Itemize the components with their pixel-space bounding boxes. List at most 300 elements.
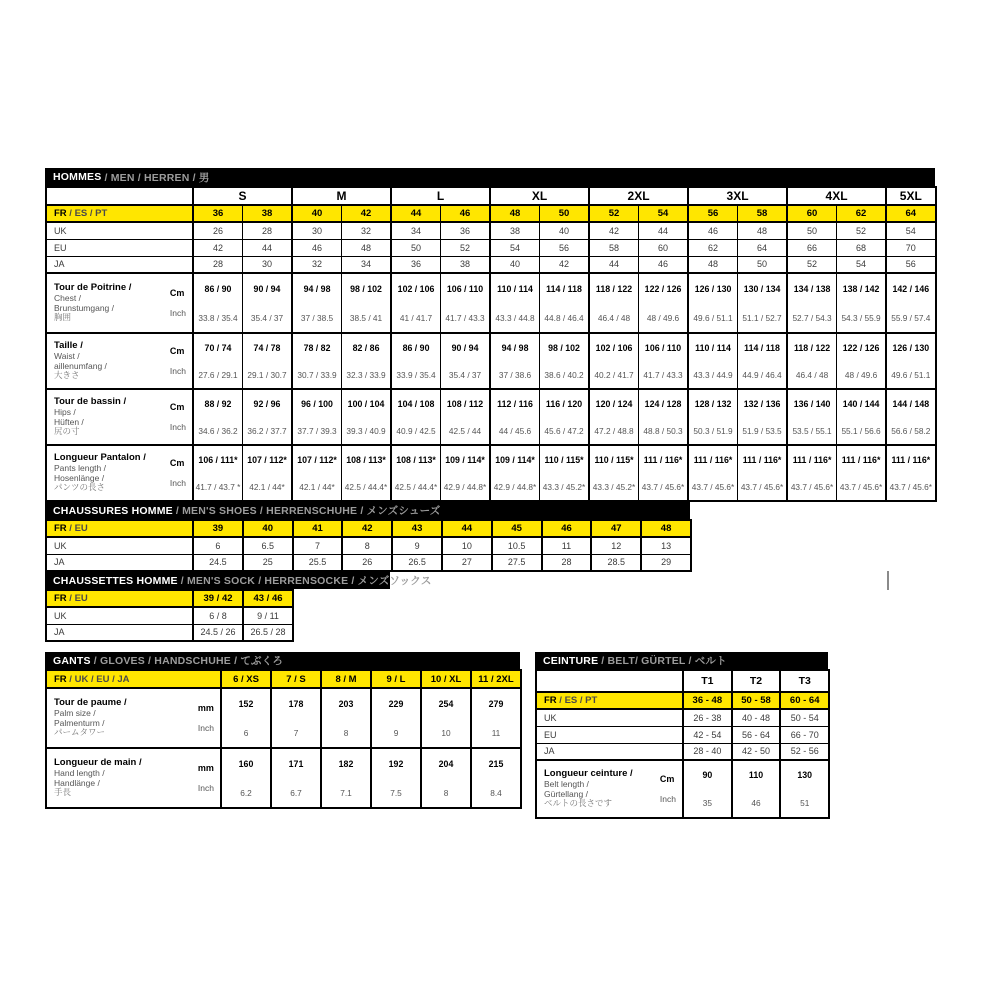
measurement-value-cell: 43.7 / 45.6* [837, 473, 887, 501]
measurement-value-cell: 32.3 / 33.9 [342, 361, 392, 389]
measurement-value-cell: 122 / 126 [639, 273, 689, 303]
measurement-value-cell: 94 / 98 [490, 333, 540, 361]
measurement-label-line: Longueur de main / [54, 756, 142, 768]
conversion-cell: 26 [342, 554, 392, 571]
measurement-value-cell: 108 / 113* [342, 445, 392, 473]
region-label-cell [46, 205, 193, 222]
conversion-cell: 34 [391, 222, 441, 239]
measurement-value-cell: 82 / 86 [342, 333, 392, 361]
unit-top-label: Cm [169, 457, 185, 468]
measurement-label-line: Handlänge / [54, 777, 100, 788]
measurement-value-cell: 96 / 100 [292, 389, 342, 417]
mens-socks-title-secondary: / MEN'S SOCK / HERRENSOCKE / メンズソックス [180, 575, 432, 587]
t-size-header-cell: T3 [780, 670, 829, 692]
conversion-cell: 48 [738, 222, 788, 239]
conversion-cell: 68 [837, 239, 887, 256]
measurement-value-cell: 42.5 / 44 [441, 417, 491, 445]
unit-top-label: Cm [659, 773, 675, 784]
unit-bottom-label: Inch [659, 794, 676, 805]
fr-size-cell: 43 [392, 520, 442, 537]
conversion-cell: 58 [589, 239, 639, 256]
conversion-cell: 44 [243, 239, 293, 256]
measurement-value-cell: 88 / 92 [193, 389, 243, 417]
conversion-cell: 28.5 [591, 554, 641, 571]
conversion-cell: 44 [589, 256, 639, 273]
measurement-value-cell: 110 / 115* [589, 445, 639, 473]
size-group-cell: XL [490, 187, 589, 205]
conversion-cell: 24.5 [193, 554, 243, 571]
measurement-value-cell: 41.7 / 43.3 [441, 303, 491, 333]
measurement-value-cell: 215 [471, 748, 521, 778]
gloves-title: GANTS [53, 654, 91, 667]
corner-cell [536, 670, 683, 692]
gloves-table [45, 652, 520, 809]
unit-top-label: Cm [169, 287, 185, 298]
measurement-value-cell: 106 / 110 [639, 333, 689, 361]
measurement-value-cell: 43.3 / 44.9 [688, 361, 738, 389]
measurement-label-line: Hand length / [54, 767, 105, 778]
unit-bottom-label: Inch [169, 478, 186, 489]
mens-socks-header-bar [45, 572, 432, 589]
measurement-value-cell: 48.8 / 50.3 [639, 417, 689, 445]
fr-size-cell: 47 [591, 520, 641, 537]
measurement-value-cell: 203 [321, 688, 371, 718]
conversion-cell: 42 [193, 239, 243, 256]
measurement-value-cell: 48 / 49.6 [639, 303, 689, 333]
measurement-label-cell [46, 273, 193, 333]
row-label-cell: EU [536, 726, 683, 743]
measurement-value-cell: 41 / 41.7 [391, 303, 441, 333]
fr-size-cell: 39 / 42 [193, 590, 243, 607]
measurement-label-line: Tour de paume / [54, 696, 127, 708]
measurement-value-cell: 138 / 142 [837, 273, 887, 303]
conversion-cell: 64 [738, 239, 788, 256]
t-size-header-cell: T1 [683, 670, 732, 692]
measurement-value-cell: 43.7 / 45.6* [787, 473, 837, 501]
measurement-value-cell: 98 / 102 [540, 333, 590, 361]
measurement-value-cell: 136 / 140 [787, 389, 837, 417]
conversion-cell: 6.5 [243, 537, 293, 554]
conversion-cell: 24.5 / 26 [193, 624, 243, 641]
mens-shoes-grid [45, 519, 692, 572]
belt-title: CEINTURE [543, 654, 599, 667]
measurement-label-line: Gürtellang / [544, 788, 588, 799]
measurement-value-cell: 122 / 126 [837, 333, 887, 361]
conversion-cell: 28 [243, 222, 293, 239]
row-label-cell: UK [46, 607, 193, 624]
fr-size-cell: 36 - 48 [683, 692, 732, 709]
measurement-value-cell: 46.4 / 48 [589, 303, 639, 333]
fr-label-secondary: / ES / PT [556, 695, 598, 706]
row-label-cell: JA [46, 624, 193, 641]
measurement-value-cell: 40.2 / 41.7 [589, 361, 639, 389]
measurement-label-line: 尻の寸 [54, 426, 80, 437]
measurement-label-line: Hosenlänge / [54, 472, 105, 483]
conversion-cell: 34 [342, 256, 392, 273]
conversion-cell: 38 [490, 222, 540, 239]
measurement-label-line: Tour de bassin / [54, 395, 127, 407]
fr-size-cell: 9 / L [371, 670, 421, 688]
measurement-value-cell: 254 [421, 688, 471, 718]
unit-top-label: mm [197, 702, 214, 713]
conversion-cell: 26.5 [392, 554, 442, 571]
measurement-value-cell: 47.2 / 48.8 [589, 417, 639, 445]
measurement-value-cell: 140 / 144 [837, 389, 887, 417]
measurement-value-cell: 43.7 / 45.6* [886, 473, 936, 501]
measurement-value-cell: 110 / 115* [540, 445, 590, 473]
gloves-grid [45, 669, 522, 809]
measurement-value-cell: 37 / 38.6 [490, 361, 540, 389]
conversion-cell: 66 [787, 239, 837, 256]
measurement-value-cell: 6 [221, 718, 271, 748]
measurement-value-cell: 53.5 / 55.1 [787, 417, 837, 445]
measurement-value-cell: 90 / 94 [441, 333, 491, 361]
measurement-label-cell [46, 748, 221, 808]
measurement-value-cell: 106 / 111* [193, 445, 243, 473]
belt-title-secondary: / BELT/ GÜRTEL / ベルト [601, 655, 727, 667]
measurement-value-cell: 90 [683, 760, 732, 789]
measurement-value-cell: 29.1 / 30.7 [243, 361, 293, 389]
measurement-label-cell [46, 389, 193, 445]
conversion-cell: 48 [688, 256, 738, 273]
measurement-value-cell: 37.7 / 39.3 [292, 417, 342, 445]
unit-bottom-label: Inch [197, 723, 214, 734]
fr-size-cell: 39 [193, 520, 243, 537]
measurement-value-cell: 111 / 116* [639, 445, 689, 473]
measurement-value-cell: 35.4 / 37 [441, 361, 491, 389]
fr-size-cell: 46 [542, 520, 592, 537]
fr-size-cell: 58 [738, 205, 788, 222]
region-label-cell [46, 670, 221, 688]
conversion-cell: 44 [639, 222, 689, 239]
measurement-value-cell: 111 / 116* [837, 445, 887, 473]
measurement-value-cell: 50.3 / 51.9 [688, 417, 738, 445]
measurement-value-cell: 229 [371, 688, 421, 718]
conversion-cell: 25.5 [293, 554, 343, 571]
measurement-value-cell: 74 / 78 [243, 333, 293, 361]
measurement-value-cell: 42.9 / 44.8* [441, 473, 491, 501]
size-group-cell: M [292, 187, 391, 205]
measurement-value-cell: 49.6 / 51.1 [688, 303, 738, 333]
mens-shoes-header-bar [45, 502, 690, 519]
measurement-value-cell: 98 / 102 [342, 273, 392, 303]
gloves-header-bar [45, 652, 520, 669]
t-size-header-cell: T2 [732, 670, 781, 692]
measurement-label-line: Longueur Pantalon / [54, 451, 146, 463]
measurement-value-cell: 124 / 128 [639, 389, 689, 417]
unit-bottom-label: Inch [169, 422, 186, 433]
fr-size-cell: 42 [342, 205, 392, 222]
conversion-cell: 50 [787, 222, 837, 239]
conversion-cell: 10 [442, 537, 492, 554]
region-label-cell [46, 590, 193, 607]
unit-top-label: Cm [169, 345, 185, 356]
fr-size-cell: 54 [639, 205, 689, 222]
measurement-value-cell: 111 / 116* [738, 445, 788, 473]
conversion-cell: 11 [542, 537, 592, 554]
gloves-title-secondary: / GLOVES / HANDSCHUHE / てぶくろ [93, 655, 284, 667]
fr-size-cell: 6 / XS [221, 670, 271, 688]
measurement-value-cell: 51.9 / 53.5 [738, 417, 788, 445]
conversion-cell: 48 [342, 239, 392, 256]
corner-cell [46, 187, 193, 205]
measurement-value-cell: 44.8 / 46.4 [540, 303, 590, 333]
belt-grid [535, 669, 830, 819]
measurement-label-cell [536, 760, 683, 818]
measurement-value-cell: 42.5 / 44.4* [391, 473, 441, 501]
measurement-value-cell: 41.7 / 43.7 * [193, 473, 243, 501]
measurement-value-cell: 192 [371, 748, 421, 778]
measurement-value-cell: 171 [271, 748, 321, 778]
measurement-value-cell: 104 / 108 [391, 389, 441, 417]
conversion-cell: 46 [292, 239, 342, 256]
measurement-value-cell: 35.4 / 37 [243, 303, 293, 333]
fr-label: FR [54, 208, 67, 219]
fr-size-cell: 62 [837, 205, 887, 222]
measurement-value-cell: 92 / 96 [243, 389, 293, 417]
measurement-value-cell: 40.9 / 42.5 [391, 417, 441, 445]
measurement-value-cell: 42.5 / 44.4* [342, 473, 392, 501]
unit-top-label: Cm [169, 401, 185, 412]
row-label-cell: UK [536, 709, 683, 726]
measurement-value-cell: 106 / 110 [441, 273, 491, 303]
measurement-value-cell: 152 [221, 688, 271, 718]
measurement-label-cell [46, 333, 193, 389]
conversion-cell: 26 [193, 222, 243, 239]
size-group-cell: 4XL [787, 187, 886, 205]
conversion-cell: 42 - 54 [683, 726, 732, 743]
conversion-cell: 10.5 [492, 537, 542, 554]
conversion-cell: 28 [193, 256, 243, 273]
hommes-title-secondary: / MEN / HERREN / 男 [104, 171, 210, 184]
measurement-value-cell: 204 [421, 748, 471, 778]
conversion-cell: 42 [589, 222, 639, 239]
conversion-cell: 32 [342, 222, 392, 239]
region-label-cell [536, 692, 683, 709]
measurement-value-cell: 36.2 / 37.7 [243, 417, 293, 445]
measurement-value-cell: 42.9 / 44.8* [490, 473, 540, 501]
unit-top-label: mm [197, 762, 214, 773]
measurement-value-cell: 111 / 116* [787, 445, 837, 473]
mens-shoes-title-secondary: / MEN'S SHOES / HERRENSCHUHE / メンズシューズ [175, 505, 441, 517]
measurement-value-cell: 11 [471, 718, 521, 748]
unit-bottom-label: Inch [197, 783, 214, 794]
measurement-value-cell: 110 [732, 760, 781, 789]
measurement-value-cell: 33.8 / 35.4 [193, 303, 243, 333]
measurement-value-cell: 45.6 / 47.2 [540, 417, 590, 445]
fr-size-cell: 38 [243, 205, 293, 222]
measurement-value-cell: 107 / 112* [243, 445, 293, 473]
row-label-cell: UK [46, 222, 193, 239]
fr-size-cell: 48 [641, 520, 691, 537]
fr-size-cell: 50 - 58 [732, 692, 781, 709]
measurement-value-cell: 55.9 / 57.4 [886, 303, 936, 333]
fr-size-cell: 45 [492, 520, 542, 537]
region-label-cell [46, 520, 193, 537]
fr-size-cell: 36 [193, 205, 243, 222]
measurement-label-line: Taille / [54, 339, 83, 351]
fr-label: FR [54, 593, 67, 604]
measurement-value-cell: 130 / 134 [738, 273, 788, 303]
measurement-value-cell: 43.3 / 45.2* [540, 473, 590, 501]
conversion-cell: 54 [886, 222, 936, 239]
measurement-label-line: aillenumfang / [54, 360, 107, 371]
measurement-value-cell: 52.7 / 54.3 [787, 303, 837, 333]
conversion-cell: 66 - 70 [780, 726, 829, 743]
belt-header-bar [535, 652, 828, 669]
measurement-value-cell: 78 / 82 [292, 333, 342, 361]
fr-size-cell: 11 / 2XL [471, 670, 521, 688]
conversion-cell: 46 [639, 256, 689, 273]
conversion-cell: 52 [837, 222, 887, 239]
measurement-value-cell: 34.6 / 36.2 [193, 417, 243, 445]
measurement-value-cell: 7.1 [321, 778, 371, 808]
conversion-cell: 7 [293, 537, 343, 554]
row-label-cell: UK [46, 537, 193, 554]
measurement-value-cell: 118 / 122 [589, 273, 639, 303]
measurement-value-cell: 49.6 / 51.1 [886, 361, 936, 389]
measurement-value-cell: 10 [421, 718, 471, 748]
measurement-value-cell: 43.7 / 45.6* [688, 473, 738, 501]
conversion-cell: 32 [292, 256, 342, 273]
measurement-value-cell: 55.1 / 56.6 [837, 417, 887, 445]
conversion-cell: 26 - 38 [683, 709, 732, 726]
conversion-cell: 52 - 56 [780, 743, 829, 760]
unit-bottom-label: Inch [169, 308, 186, 319]
measurement-value-cell: 111 / 116* [688, 445, 738, 473]
fr-label-secondary: / EU [66, 593, 88, 604]
measurement-value-cell: 38.6 / 40.2 [540, 361, 590, 389]
row-label-cell: JA [46, 256, 193, 273]
measurement-value-cell: 43.3 / 45.2* [589, 473, 639, 501]
fr-size-cell: 56 [688, 205, 738, 222]
measurement-value-cell: 86 / 90 [391, 333, 441, 361]
conversion-cell: 36 [391, 256, 441, 273]
fr-size-cell: 8 / M [321, 670, 371, 688]
measurement-label-line: パンツの長さ [54, 482, 106, 493]
conversion-cell: 30 [243, 256, 293, 273]
mens-shoes-table [45, 502, 690, 572]
measurement-value-cell: 38.5 / 41 [342, 303, 392, 333]
conversion-cell: 52 [441, 239, 491, 256]
measurement-value-cell: 132 / 136 [738, 389, 788, 417]
measurement-label-line: Longueur ceinture / [544, 767, 633, 779]
conversion-cell: 13 [641, 537, 691, 554]
measurement-value-cell: 110 / 114 [688, 333, 738, 361]
measurement-value-cell: 118 / 122 [787, 333, 837, 361]
unit-bottom-label: Inch [169, 366, 186, 377]
measurement-value-cell: 30.7 / 33.9 [292, 361, 342, 389]
measurement-value-cell: 8 [321, 718, 371, 748]
measurement-label-line: 手長 [54, 787, 72, 798]
fr-size-cell: 60 [787, 205, 837, 222]
conversion-cell: 9 [392, 537, 442, 554]
measurement-value-cell: 42.1 / 44* [292, 473, 342, 501]
fr-size-cell: 44 [442, 520, 492, 537]
fr-label: FR [54, 673, 67, 685]
measurement-label-line: Tour de Poitrine / [54, 281, 132, 293]
measurement-value-cell: 128 / 132 [688, 389, 738, 417]
measurement-label-line: Pants length / [54, 462, 106, 473]
fr-label-secondary: / UK / EU / JA [66, 673, 130, 685]
size-group-cell: S [193, 187, 292, 205]
measurement-value-cell: 44.9 / 46.4 [738, 361, 788, 389]
belt-table [535, 652, 828, 819]
measurement-label-line: Belt length / [544, 778, 589, 789]
conversion-cell: 26.5 / 28 [243, 624, 293, 641]
measurement-value-cell: 110 / 114 [490, 273, 540, 303]
conversion-cell: 52 [787, 256, 837, 273]
conversion-cell: 12 [591, 537, 641, 554]
fr-label-secondary: / EU [66, 523, 88, 534]
fr-size-cell: 7 / S [271, 670, 321, 688]
measurement-value-cell: 27.6 / 29.1 [193, 361, 243, 389]
conversion-cell: 50 [738, 256, 788, 273]
conversion-cell: 70 [886, 239, 936, 256]
measurement-value-cell: 120 / 124 [589, 389, 639, 417]
measurement-label-cell [46, 445, 193, 501]
measurement-value-cell: 33.9 / 35.4 [391, 361, 441, 389]
measurement-label-line: ベルトの長さです [544, 798, 613, 809]
fr-size-cell: 43 / 46 [243, 590, 293, 607]
measurement-value-cell: 126 / 130 [688, 273, 738, 303]
measurement-value-cell: 39.3 / 40.9 [342, 417, 392, 445]
fr-size-cell: 60 - 64 [780, 692, 829, 709]
measurement-value-cell: 46.4 / 48 [787, 361, 837, 389]
measurement-value-cell: 43.3 / 44.8 [490, 303, 540, 333]
measurement-value-cell: 43.7 / 45.6* [738, 473, 788, 501]
hommes-header-bar [45, 168, 935, 186]
measurement-value-cell: 35 [683, 789, 732, 818]
measurement-label-line: Palm size / [54, 707, 96, 718]
hommes-title: HOMMES [53, 171, 102, 183]
measurement-value-cell: 41.7 / 43.3 [639, 361, 689, 389]
measurement-value-cell: 130 [780, 760, 829, 789]
fr-size-cell: 52 [589, 205, 639, 222]
measurement-value-cell: 182 [321, 748, 371, 778]
measurement-value-cell: 7.5 [371, 778, 421, 808]
measurement-value-cell: 160 [221, 748, 271, 778]
conversion-cell: 38 [441, 256, 491, 273]
conversion-cell: 56 [540, 239, 590, 256]
row-label-cell: JA [536, 743, 683, 760]
measurement-value-cell: 70 / 74 [193, 333, 243, 361]
measurement-value-cell: 108 / 113* [391, 445, 441, 473]
size-group-cell: 3XL [688, 187, 787, 205]
fr-size-cell: 10 / XL [421, 670, 471, 688]
measurement-label-line: Hüften / [54, 416, 84, 427]
conversion-cell: 28 [542, 554, 592, 571]
measurement-value-cell: 109 / 114* [441, 445, 491, 473]
measurement-value-cell: 279 [471, 688, 521, 718]
measurement-value-cell: 109 / 114* [490, 445, 540, 473]
measurement-label-cell [46, 688, 221, 748]
conversion-cell: 36 [441, 222, 491, 239]
size-group-cell: 2XL [589, 187, 688, 205]
measurement-label-line: Palmenturm / [54, 717, 105, 728]
measurement-value-cell: 51 [780, 789, 829, 818]
row-label-cell: JA [46, 554, 193, 571]
measurement-label-line: Brunstumgang / [54, 302, 115, 313]
measurement-label-line: 胸囲 [54, 312, 72, 323]
measurement-value-cell: 90 / 94 [243, 273, 293, 303]
measurement-value-cell: 48 / 49.6 [837, 361, 887, 389]
conversion-cell: 25 [243, 554, 293, 571]
conversion-cell: 54 [490, 239, 540, 256]
measurement-value-cell: 100 / 104 [342, 389, 392, 417]
measurement-value-cell: 44 / 45.6 [490, 417, 540, 445]
fr-size-cell: 42 [342, 520, 392, 537]
